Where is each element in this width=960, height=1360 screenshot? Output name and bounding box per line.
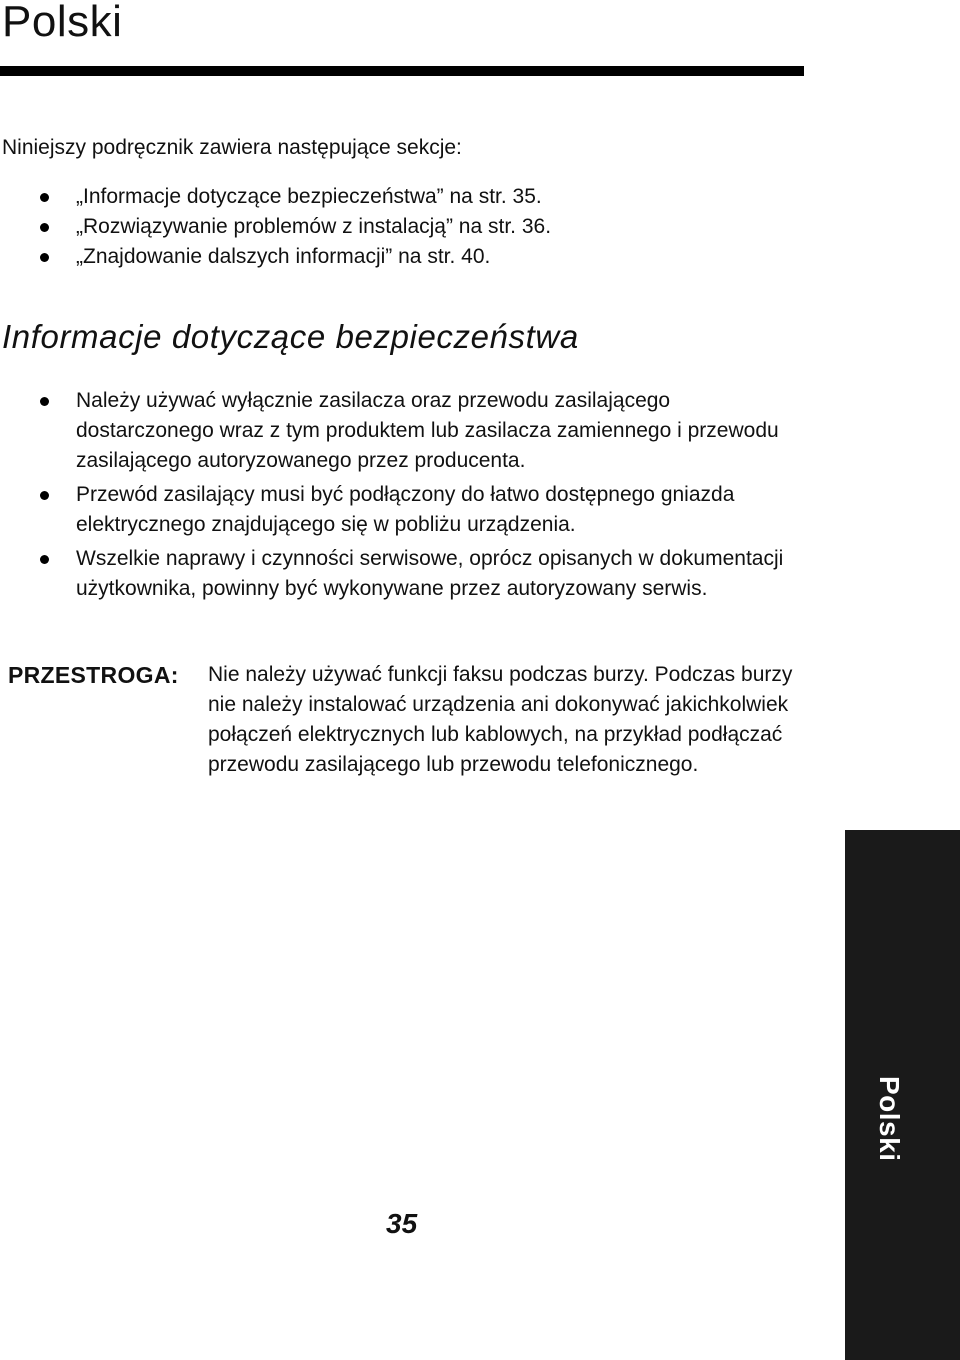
bullet-icon xyxy=(40,193,49,202)
bullet-icon xyxy=(40,491,49,500)
caution-text: Nie należy używać funkcji faksu podczas burzy. Podczas burzy nie należy instalować urządzenia ani dokonywać jakichkolwiek połączeń elektrycznych lub kablowych, na przykład podłączać przewodu zasilającego lub przewodu telefonicznego. xyxy=(208,663,793,776)
contents-list-item xyxy=(0,242,720,272)
section-heading: Informacje dotyczące bezpieczeństwa xyxy=(2,318,579,355)
safety-list-item xyxy=(0,544,800,604)
safety-item-text: Wszelkie naprawy i czynności serwisowe, oprócz opisanych w dokumentacji użytkownika, powinny być wykonywane przez autoryzowany serwis. xyxy=(76,547,784,600)
side-tab-label: Polski xyxy=(874,1076,905,1162)
contents-item-text: „Znajdowanie dalszych informacji” na str. 40. xyxy=(76,245,491,268)
bullet-icon xyxy=(40,555,49,564)
contents-item-text: „Informacje dotyczące bezpieczeństwa” na str. 35. xyxy=(76,185,542,208)
contents-list-item xyxy=(0,182,720,212)
contents-item-text: „Rozwiązywanie problemów z instalacją” na str. 36. xyxy=(76,215,552,238)
bullet-icon xyxy=(40,223,49,232)
safety-list xyxy=(0,386,800,608)
bullet-icon xyxy=(40,397,49,406)
safety-list-item xyxy=(0,386,800,476)
page-number: 35 xyxy=(386,1208,418,1239)
page-title: Polski xyxy=(2,0,123,46)
safety-list-item xyxy=(0,480,800,540)
safety-item-text: Przewód zasilający musi być podłączony do łatwo dostępnego gniazda elektrycznego znajdującego się w pobliżu urządzenia. xyxy=(76,483,735,536)
intro-text: Niniejszy podręcznik zawiera następujące sekcje: xyxy=(2,136,462,159)
safety-item-text: Należy używać wyłącznie zasilacza oraz przewodu zasilającego dostarczonego wraz z tym produktem lub zasilacza zamiennego i przewodu zasilającego autoryzowanego przez producenta. xyxy=(76,389,779,472)
bullet-icon xyxy=(40,253,49,262)
contents-list xyxy=(0,182,720,272)
title-rule xyxy=(0,66,804,76)
caution-label: PRZESTROGA: xyxy=(8,662,179,688)
contents-list-item xyxy=(0,212,720,242)
